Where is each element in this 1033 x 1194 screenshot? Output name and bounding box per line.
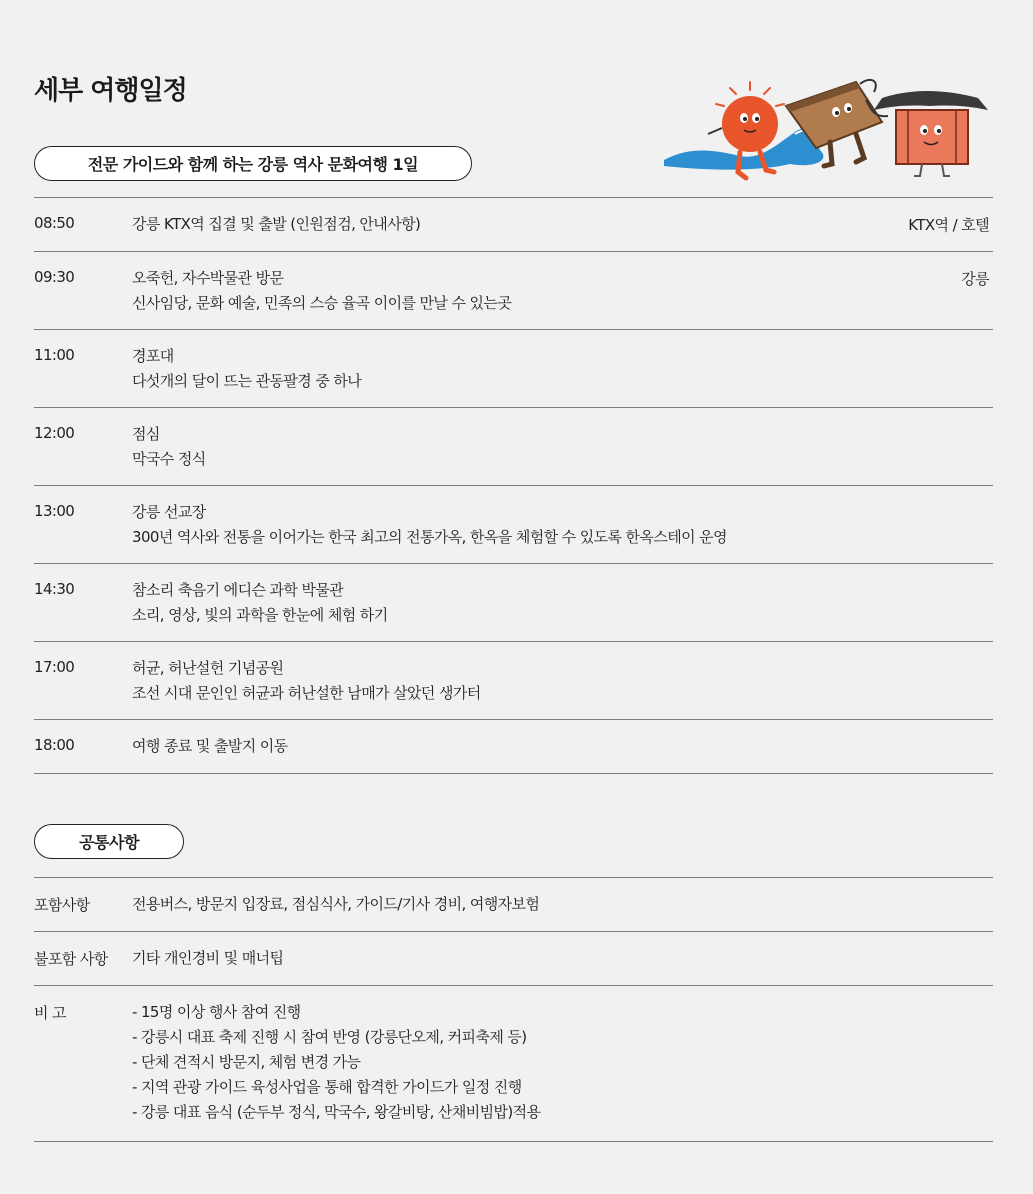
schedule-content [132, 212, 420, 237]
excluded-row [34, 932, 993, 986]
note-item: - 강릉 대표 음식 (순두부 정식, 막국수, 왕갈비탕, 산채비빔밥)적용 [132, 1103, 541, 1121]
sun-character [722, 96, 778, 152]
included-label: 포함사항 [34, 896, 90, 914]
schedule-place: 강릉 [961, 270, 989, 288]
notes-row [34, 986, 993, 1142]
schedule-row [34, 330, 993, 408]
schedule-title: 경포대 [132, 347, 174, 365]
schedule-content [132, 578, 388, 628]
hanok-roof [874, 91, 988, 110]
schedule-desc: 조선 시대 문인인 허균과 허난설한 남매가 살았던 생가터 [132, 684, 481, 702]
excluded-value: 기타 개인경비 및 매너팁 [132, 949, 284, 967]
schedule-row [34, 198, 993, 252]
schedule-content [132, 656, 481, 706]
schedule-title: 점심 [132, 425, 160, 443]
excluded-content [132, 946, 283, 971]
schedule-title: 참소리 축음기 에디슨 과학 박물관 [132, 581, 344, 599]
common-title-pill: 공통사항 [34, 824, 184, 859]
note-item: - 지역 관광 가이드 육성사업을 통해 합격한 가이드가 일정 진행 [132, 1078, 522, 1096]
schedule-time: 11:00 [34, 346, 75, 364]
page-title: 세부 여행일정 [34, 76, 187, 106]
schedule-desc: 300년 역사와 전통을 이어가는 한국 최고의 전통가옥, 한옥을 체험할 수 있도록 한옥스테이 운영 [132, 528, 727, 546]
notes-label: 비 고 [34, 1004, 66, 1022]
schedule-content [132, 266, 511, 316]
schedule-desc: 다섯개의 달이 뜨는 관동팔경 중 하나 [132, 372, 362, 390]
schedule-title: 강릉 선교장 [132, 503, 206, 521]
schedule-table [34, 197, 993, 774]
schedule-time: 12:00 [34, 424, 75, 442]
included-row [34, 878, 993, 932]
schedule-content [132, 422, 206, 472]
note-item: - 단체 견적시 방문지, 체험 변경 가능 [132, 1053, 361, 1071]
schedule-time: 08:50 [34, 214, 75, 232]
schedule-time: 17:00 [34, 658, 75, 676]
schedule-row [34, 564, 993, 642]
excluded-label: 불포함 사항 [34, 950, 108, 968]
schedule-time: 14:30 [34, 580, 75, 598]
schedule-desc: 소리, 영상, 빛의 과학을 한눈에 체험 하기 [132, 606, 388, 624]
schedule-row [34, 252, 993, 330]
schedule-content [132, 344, 361, 394]
schedule-content [132, 500, 727, 550]
schedule-title: 오죽헌, 자수박물관 방문 [132, 269, 284, 287]
schedule-row [34, 720, 993, 774]
schedule-row [34, 642, 993, 720]
included-content [132, 892, 539, 917]
schedule-row [34, 486, 993, 564]
mascot-illustration [660, 76, 992, 188]
schedule-title: 강릉 KTX역 집결 및 출발 (인원점검, 안내사항) [132, 215, 421, 233]
schedule-desc: 신사임당, 문화 예술, 민족의 스승 율곡 이이를 만날 수 있는곳 [132, 294, 512, 312]
schedule-time: 09:30 [34, 268, 75, 286]
schedule-time: 13:00 [34, 502, 75, 520]
tour-title-pill: 전문 가이드와 함께 하는 강릉 역사 문화여행 1일 [34, 146, 472, 181]
note-item: - 15명 이상 행사 참여 진행 [132, 1003, 301, 1021]
schedule-title: 허균, 허난설헌 기념공원 [132, 659, 284, 677]
schedule-content [132, 734, 288, 759]
schedule-title: 여행 종료 및 출발지 이동 [132, 737, 288, 755]
note-item: - 강릉시 대표 축제 진행 시 참여 반영 (강릉단오제, 커피축제 등) [132, 1028, 527, 1046]
notes-list [132, 1000, 540, 1125]
schedule-place: KTX역 / 호텔 [908, 216, 989, 234]
schedule-desc: 막국수 정식 [132, 450, 206, 468]
hanok-character [896, 110, 968, 164]
common-table [34, 877, 993, 1142]
schedule-row [34, 408, 993, 486]
schedule-time: 18:00 [34, 736, 75, 754]
included-value: 전용버스, 방문지 입장료, 점심식사, 가이드/기사 경비, 여행자보험 [132, 895, 540, 913]
